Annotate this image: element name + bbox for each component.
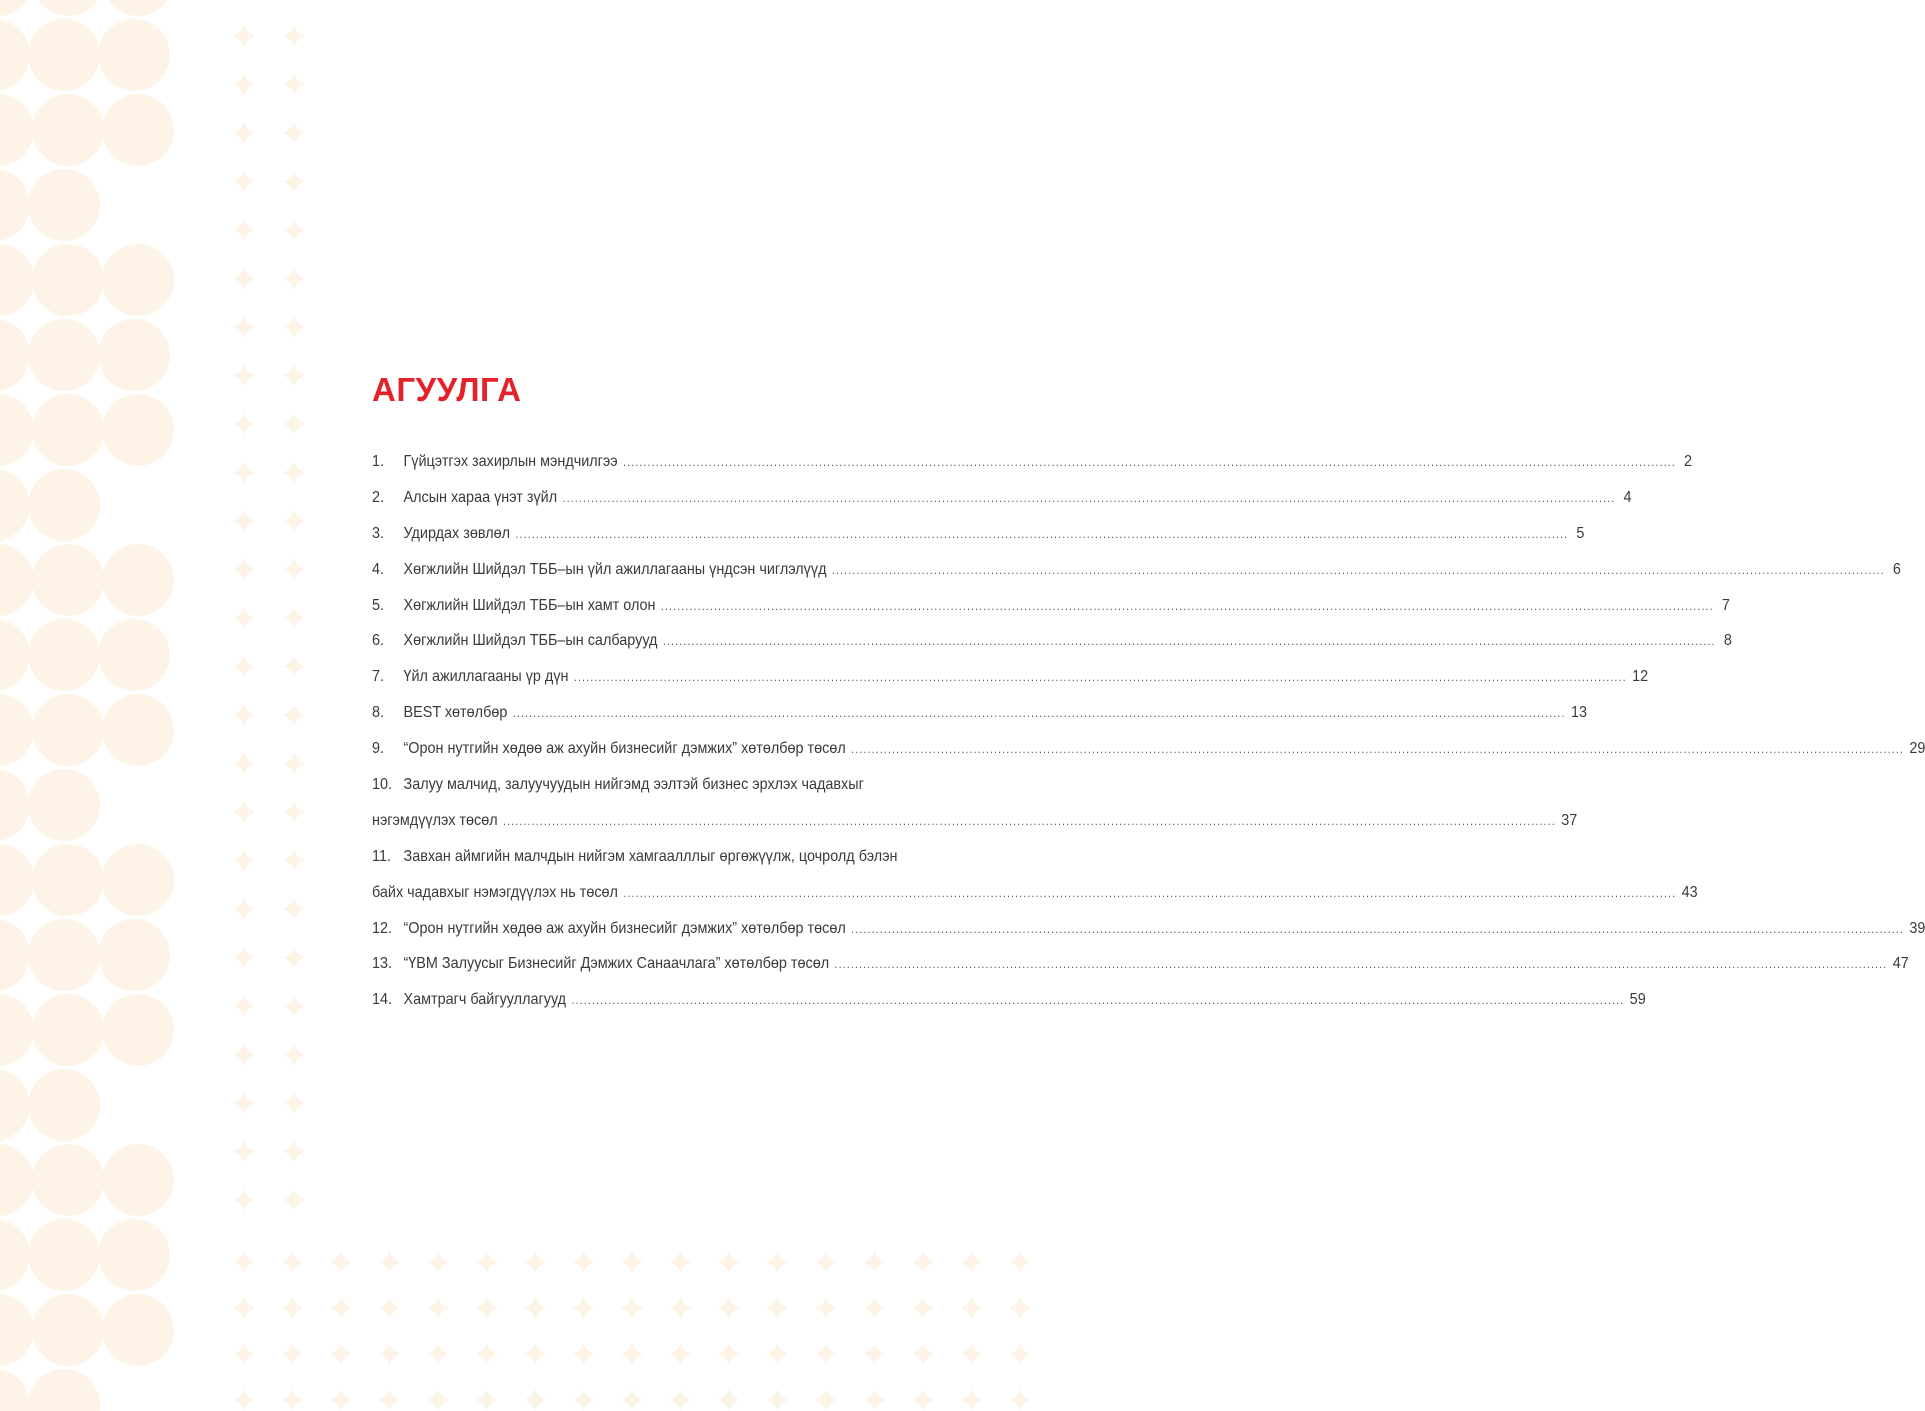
pattern-circle — [28, 919, 100, 991]
pattern-diamond — [379, 1343, 401, 1365]
pattern-diamond — [767, 1251, 789, 1273]
pattern-circle — [28, 1219, 100, 1291]
toc-dot-leader — [851, 912, 1904, 948]
toc-page-number: 39 — [1909, 919, 1925, 937]
toc-entry-title: Хөгжлийн Шийдэл ТББ–ын хамт олон — [403, 596, 656, 614]
pattern-diamond — [476, 1343, 498, 1365]
pattern-diamond — [283, 171, 305, 193]
toc-dot-leader — [851, 732, 1904, 768]
pattern-circle — [98, 919, 170, 991]
toc-entry-title: Хөгжлийн Шийдэл ТББ–ын үйл ажиллагааны үндсэн чиглэлүүд — [403, 560, 827, 578]
pattern-diamond — [912, 1343, 934, 1365]
pattern-diamond — [233, 171, 255, 193]
pattern-diamond — [330, 1389, 352, 1411]
pattern-diamond — [912, 1297, 934, 1319]
pattern-circle — [32, 994, 104, 1066]
pattern-diamond — [233, 122, 255, 144]
toc-dot-leader — [623, 445, 1676, 481]
pattern-diamond — [670, 1389, 692, 1411]
pattern-circle — [32, 0, 104, 16]
pattern-circle — [0, 469, 30, 541]
toc-entry-title: Үйл ажиллагааны үр дүн — [403, 668, 569, 686]
toc-entry-title: Хөгжлийн Шийдэл ТББ–ын салбарууд — [403, 632, 658, 650]
pattern-diamond — [961, 1297, 983, 1319]
pattern-circle — [0, 19, 30, 91]
pattern-circle — [0, 844, 34, 916]
toc-dot-leader — [515, 517, 1568, 553]
toc-entry[interactable] — [372, 480, 1632, 516]
pattern-diamond — [524, 1297, 546, 1319]
pattern-circle — [0, 919, 30, 991]
pattern-diamond — [283, 510, 305, 532]
pattern-diamond — [476, 1297, 498, 1319]
toc-entry-line — [372, 946, 1909, 982]
toc-entry[interactable] — [372, 731, 1925, 767]
pattern-diamond — [524, 1389, 546, 1411]
pattern-diamond — [864, 1389, 886, 1411]
toc-dot-leader — [571, 983, 1624, 1019]
pattern-diamond — [621, 1251, 643, 1273]
toc-entry-line — [372, 803, 1578, 839]
pattern-diamond — [283, 995, 305, 1017]
pattern-diamond — [1009, 1389, 1031, 1411]
pattern-diamond — [330, 1343, 352, 1365]
pattern-diamond — [233, 1092, 255, 1114]
toc-entry-number: 9. — [372, 740, 385, 758]
toc-entry-title: Хамтрагч байгууллагууд — [403, 991, 567, 1009]
pattern-diamond — [233, 365, 255, 387]
pattern-circle — [98, 19, 170, 91]
pattern-diamond — [233, 462, 255, 484]
pattern-diamond — [864, 1251, 886, 1273]
pattern-diamond — [961, 1251, 983, 1273]
toc-entry[interactable] — [372, 659, 1649, 695]
pattern-diamond — [718, 1251, 740, 1273]
toc-entry-line — [372, 731, 1925, 767]
pattern-diamond — [233, 1044, 255, 1066]
pattern-circle — [32, 244, 104, 316]
pattern-diamond — [815, 1251, 837, 1273]
pattern-diamond — [233, 268, 255, 290]
pattern-diamond — [330, 1297, 352, 1319]
toc-entry-number: 6. — [372, 632, 385, 650]
pattern-diamond — [282, 1343, 304, 1365]
pattern-circle — [102, 1144, 174, 1216]
pattern-diamond — [233, 316, 255, 338]
pattern-circle — [0, 1369, 30, 1411]
pattern-diamond — [233, 753, 255, 775]
pattern-diamond — [573, 1389, 595, 1411]
pattern-diamond — [961, 1343, 983, 1365]
pattern-diamond — [283, 74, 305, 96]
toc-entry-number: 13. — [372, 955, 393, 973]
pattern-circle — [0, 319, 30, 391]
toc-page-number: 2 — [1684, 453, 1693, 470]
pattern-diamond — [233, 1189, 255, 1211]
pattern-diamond — [233, 510, 255, 532]
pattern-diamond — [864, 1343, 886, 1365]
pattern-circle — [102, 844, 174, 916]
pattern-circle — [0, 769, 30, 841]
toc-entry-number: 8. — [372, 704, 385, 722]
pattern-diamond — [283, 316, 305, 338]
pattern-diamond — [283, 413, 305, 435]
toc-entry-line — [372, 659, 1649, 695]
pattern-diamond — [621, 1297, 643, 1319]
pattern-circle — [102, 1294, 174, 1366]
pattern-circle — [0, 169, 30, 241]
toc-dot-leader — [835, 947, 1888, 983]
toc-entry-line — [372, 839, 958, 875]
pattern-circle — [28, 319, 100, 391]
pattern-circle — [28, 469, 100, 541]
toc-entry-title: “Орон нутгийн хөдөө аж ахуйн бизнесийг дэмжих” хөтөлбөр төсөл — [403, 919, 846, 937]
pattern-diamond — [815, 1389, 837, 1411]
pattern-circle — [102, 544, 174, 616]
pattern-diamond — [379, 1251, 401, 1273]
pattern-diamond — [233, 1141, 255, 1163]
pattern-diamond — [283, 704, 305, 726]
pattern-diamond — [233, 74, 255, 96]
toc-entry-title: BEST хөтөлбөр — [403, 704, 508, 722]
pattern-diamond — [621, 1343, 643, 1365]
toc-entry-title: Гүйцэтгэх захирлын мэндчилгээ — [403, 453, 618, 470]
pattern-diamond — [573, 1297, 595, 1319]
pattern-diamond — [1009, 1343, 1031, 1365]
toc-entry[interactable] — [372, 516, 1585, 552]
pattern-diamond — [864, 1297, 886, 1319]
toc-dot-leader — [663, 624, 1716, 660]
pattern-circle — [0, 244, 34, 316]
toc-list — [372, 444, 1925, 1018]
pattern-circle — [102, 394, 174, 466]
toc-entry-title: “ҮВМ Залуусыг Бизнесийг Дэмжих Санаачлага” хөтөлбөр төсөл — [403, 955, 830, 973]
pattern-circle — [28, 169, 100, 241]
pattern-diamond — [767, 1343, 789, 1365]
pattern-circle — [28, 19, 100, 91]
pattern-diamond — [912, 1251, 934, 1273]
toc-dot-leader — [574, 660, 1627, 696]
page-title: АГУУЛГА — [372, 371, 522, 408]
toc-entry-title: Завхан аймгийн малчдын нийгэм хамгаалллыг өргөжүүлж, цочролд бэлэн — [403, 847, 898, 865]
toc-dot-leader — [661, 589, 1714, 625]
pattern-diamond — [282, 1297, 304, 1319]
pattern-circle — [0, 1219, 30, 1291]
pattern-diamond — [283, 462, 305, 484]
pattern-diamond — [573, 1343, 595, 1365]
pattern-diamond — [427, 1343, 449, 1365]
pattern-circle — [28, 1069, 100, 1141]
pattern-diamond — [670, 1297, 692, 1319]
pattern-circle — [98, 319, 170, 391]
pattern-diamond — [670, 1343, 692, 1365]
toc-entry-line — [372, 911, 1925, 947]
toc-entry[interactable] — [372, 767, 1578, 839]
pattern-diamond — [767, 1297, 789, 1319]
pattern-circle — [32, 1294, 104, 1366]
toc-entry-number: 4. — [372, 560, 385, 578]
pattern-diamond — [718, 1297, 740, 1319]
pattern-circle — [28, 619, 100, 691]
toc-entry-title: Удирдах зөвлөл — [403, 524, 511, 542]
toc-page-number: 29 — [1909, 740, 1925, 758]
pattern-diamond — [233, 656, 255, 678]
toc-entry-number: 3. — [372, 524, 385, 542]
pattern-diamond — [233, 1389, 255, 1411]
toc-entry[interactable] — [372, 552, 1901, 588]
toc-entry-line — [372, 552, 1901, 588]
pattern-diamond — [718, 1389, 740, 1411]
toc-entry-number: 1. — [372, 453, 385, 470]
pattern-diamond — [233, 995, 255, 1017]
pattern-circle — [32, 1144, 104, 1216]
pattern-diamond — [427, 1251, 449, 1273]
pattern-circle — [102, 994, 174, 1066]
pattern-circle — [102, 94, 174, 166]
pattern-circle — [32, 844, 104, 916]
pattern-circle — [0, 1069, 30, 1141]
pattern-diamond — [233, 607, 255, 629]
pattern-circle — [102, 244, 174, 316]
toc-entry[interactable] — [372, 911, 1925, 947]
toc-page-number: 12 — [1632, 668, 1649, 686]
pattern-circle — [0, 1294, 34, 1366]
toc-entry-title: нэгэмдүүлэх төсөл — [372, 811, 498, 829]
toc-dot-leader — [832, 553, 1885, 589]
pattern-diamond — [283, 850, 305, 872]
pattern-diamond — [379, 1389, 401, 1411]
pattern-circle — [0, 394, 34, 466]
pattern-circle — [98, 619, 170, 691]
pattern-diamond — [233, 413, 255, 435]
pattern-circle — [0, 0, 34, 16]
pattern-diamond — [330, 1251, 352, 1273]
pattern-diamond — [912, 1389, 934, 1411]
pattern-diamond — [767, 1389, 789, 1411]
toc-entry-line — [372, 767, 958, 803]
pattern-diamond — [283, 801, 305, 823]
toc-entry-title: Алсын хараа үнэт зүйл — [403, 488, 558, 506]
pattern-circle — [32, 394, 104, 466]
pattern-diamond — [283, 122, 305, 144]
toc-entry-line — [372, 444, 1693, 480]
toc-dot-leader — [503, 804, 1556, 840]
pattern-circle — [28, 769, 100, 841]
pattern-diamond — [233, 25, 255, 47]
toc-page-number: 47 — [1892, 955, 1909, 973]
pattern-circle — [0, 544, 34, 616]
toc-entry[interactable] — [372, 839, 1698, 911]
toc-entry-line — [372, 875, 1698, 911]
pattern-diamond — [573, 1251, 595, 1273]
toc-entry-line — [372, 695, 1587, 731]
pattern-circle — [32, 694, 104, 766]
pattern-diamond — [670, 1251, 692, 1273]
pattern-diamond — [283, 365, 305, 387]
toc-entry[interactable] — [372, 982, 1646, 1018]
pattern-diamond — [233, 1343, 255, 1365]
toc-entry-title: “Орон нутгийн хөдөө аж ахуйн бизнесийг дэмжих” хөтөлбөр төсөл — [403, 740, 846, 758]
pattern-circle — [32, 544, 104, 616]
pattern-diamond — [233, 801, 255, 823]
pattern-diamond — [427, 1297, 449, 1319]
pattern-diamond — [283, 268, 305, 290]
pattern-diamond — [283, 1189, 305, 1211]
toc-entry-title: байх чадавхыг нэмэгдүүлэх нь төсөл — [372, 883, 618, 901]
pattern-diamond — [233, 898, 255, 920]
pattern-diamond — [283, 25, 305, 47]
toc-entry-line — [372, 588, 1730, 624]
pattern-diamond — [427, 1389, 449, 1411]
pattern-diamond — [233, 850, 255, 872]
pattern-diamond — [283, 947, 305, 969]
pattern-diamond — [476, 1389, 498, 1411]
toc-entry-line — [372, 480, 1632, 516]
toc-page-number: 5 — [1576, 524, 1585, 542]
toc-page-number: 13 — [1570, 704, 1587, 722]
pattern-diamond — [524, 1251, 546, 1273]
pattern-circle — [98, 1219, 170, 1291]
pattern-diamond — [283, 1092, 305, 1114]
pattern-diamond — [283, 656, 305, 678]
toc-entry[interactable] — [372, 444, 1693, 480]
toc-dot-leader — [623, 876, 1676, 912]
toc-page-number: 4 — [1623, 488, 1632, 506]
toc-entry-number: 14. — [372, 991, 393, 1009]
toc-entry-number: 2. — [372, 488, 385, 506]
pattern-diamond — [282, 1251, 304, 1273]
toc-entry[interactable] — [372, 588, 1730, 624]
toc-page-number: 6 — [1892, 560, 1901, 578]
pattern-diamond — [233, 704, 255, 726]
pattern-diamond — [283, 898, 305, 920]
pattern-circle — [32, 94, 104, 166]
pattern-circle — [0, 994, 34, 1066]
toc-page-number: 59 — [1629, 991, 1646, 1009]
toc-entry-number: 12. — [372, 919, 393, 937]
pattern-diamond — [233, 559, 255, 581]
pattern-diamond — [1009, 1251, 1031, 1273]
pattern-diamond — [815, 1343, 837, 1365]
pattern-circle — [0, 694, 34, 766]
toc-page-number: 37 — [1561, 811, 1578, 829]
pattern-diamond — [476, 1251, 498, 1273]
toc-entry-number: 7. — [372, 668, 385, 686]
pattern-diamond — [1009, 1297, 1031, 1319]
pattern-diamond — [621, 1389, 643, 1411]
pattern-diamond — [283, 753, 305, 775]
pattern-diamond — [718, 1343, 740, 1365]
toc-entry[interactable] — [372, 623, 1732, 659]
toc-page-number: 7 — [1721, 596, 1730, 614]
pattern-diamond — [233, 219, 255, 241]
pattern-diamond — [283, 1141, 305, 1163]
toc-page-number: 43 — [1681, 883, 1698, 901]
pattern-diamond — [524, 1343, 546, 1365]
toc-entry-line — [372, 516, 1585, 552]
pattern-circle — [28, 1369, 100, 1411]
toc-dot-leader — [563, 481, 1616, 517]
pattern-circle — [0, 1144, 34, 1216]
pattern-diamond — [283, 559, 305, 581]
pattern-diamond — [233, 947, 255, 969]
pattern-diamond — [233, 1297, 255, 1319]
toc-page-number: 8 — [1723, 632, 1732, 650]
toc-entry-number: 11. — [372, 847, 391, 865]
pattern-circle — [102, 0, 174, 16]
pattern-diamond — [283, 219, 305, 241]
pattern-diamond — [283, 607, 305, 629]
toc-entry-number: 10. — [372, 776, 393, 794]
table-of-contents-section — [372, 370, 1925, 1009]
pattern-circle — [0, 94, 34, 166]
toc-entry[interactable] — [372, 695, 1587, 731]
toc-entry-line — [372, 982, 1646, 1018]
toc-entry-title: Залуу малчид, залуучуудын нийгэмд ээлтэй бизнес эрхлэх чадавхыг — [403, 776, 864, 794]
toc-entry[interactable] — [372, 946, 1909, 982]
pattern-circle — [102, 694, 174, 766]
pattern-circle — [0, 619, 30, 691]
pattern-diamond — [815, 1297, 837, 1319]
pattern-diamond — [283, 1044, 305, 1066]
toc-entry-number: 5. — [372, 596, 385, 614]
pattern-diamond — [282, 1389, 304, 1411]
pattern-diamond — [379, 1297, 401, 1319]
toc-entry-line — [372, 623, 1732, 659]
pattern-diamond — [233, 1251, 255, 1273]
pattern-diamond — [961, 1389, 983, 1411]
toc-dot-leader — [513, 696, 1566, 732]
